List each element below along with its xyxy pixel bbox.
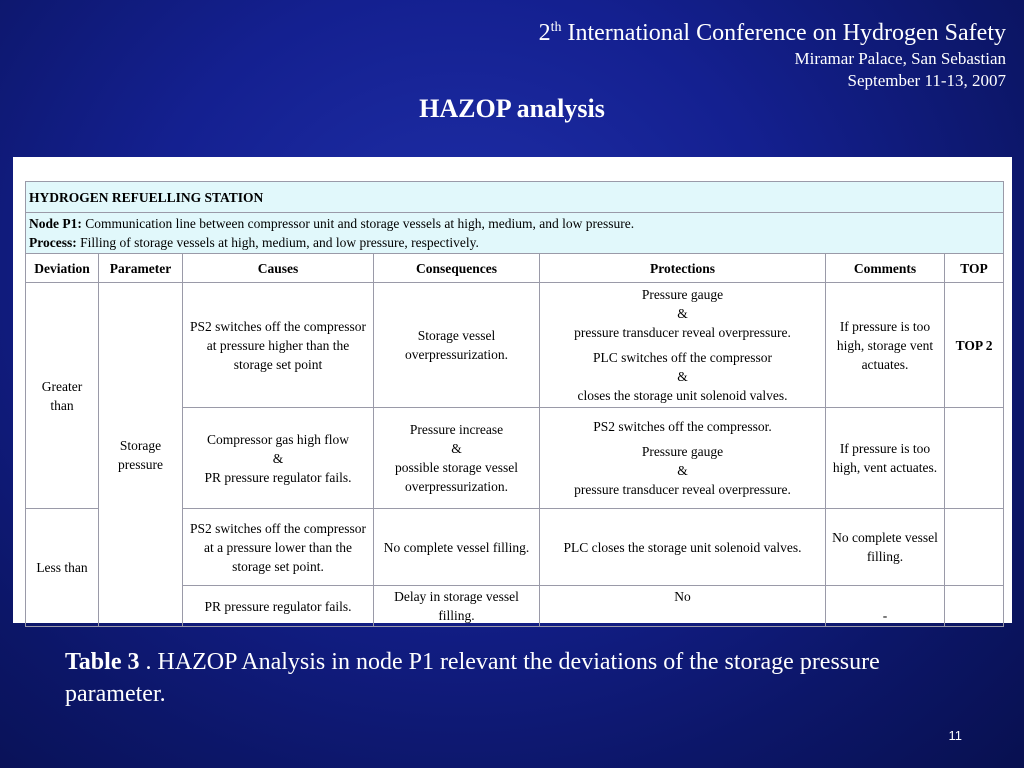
column-header-deviation: Deviation <box>26 254 99 283</box>
column-header-row <box>26 254 1004 283</box>
node-row <box>26 213 1004 254</box>
slide-title: HAZOP analysis <box>419 94 605 123</box>
protections-cell: PLC closes the storage unit solenoid valves. <box>540 509 826 586</box>
comments-cell: If pressure is too high, storage vent actuates. <box>826 283 945 408</box>
caption-label: Table 3 <box>65 649 140 675</box>
protections-cell: PS2 switches off the compressor. Pressure gauge & pressure transducer reveal overpressure. <box>540 408 826 509</box>
conference-dates: September 11-13, 2007 <box>847 71 1006 90</box>
conference-ordinal: th <box>550 20 562 35</box>
column-header-protections: Protections <box>540 254 826 283</box>
consequences-cell: Delay in storage vessel filling. <box>374 586 540 627</box>
protections-cell: Pressure gauge & pressure transducer reveal overpressure. PLC switches off the compressor & closes the storage unit solenoid valves. <box>540 283 826 408</box>
top-cell <box>945 509 1004 586</box>
deviation-less-than: Less than <box>26 509 99 627</box>
page-number: 11 <box>948 728 962 743</box>
table-panel <box>13 157 1012 623</box>
column-header-causes: Causes <box>183 254 374 283</box>
conference-title <box>539 18 1006 48</box>
top-cell <box>945 408 1004 509</box>
top-cell: TOP 2 <box>945 283 1004 408</box>
protections-cell: No <box>540 586 826 627</box>
causes-cell: PS2 switches off the compressor at pressure higher than the storage set point <box>183 283 374 408</box>
consequences-cell: No complete vessel filling. <box>374 509 540 586</box>
process-label: Process: <box>29 235 77 250</box>
parameter-storage-pressure: Storage pressure <box>99 283 183 627</box>
consequences-cell: Storage vessel overpressurization. <box>374 283 540 408</box>
caption-text: . HAZOP Analysis in node P1 relevant the deviations of the storage pressure parameter. <box>65 649 880 707</box>
column-header-comments: Comments <box>826 254 945 283</box>
table-caption <box>65 646 965 710</box>
comments-cell: If pressure is too high, vent actuates. <box>826 408 945 509</box>
causes-cell: PS2 switches off the compressor at a pressure lower than the storage set point. <box>183 509 374 586</box>
comments-cell: - <box>826 586 945 627</box>
station-title: HYDROGEN REFUELLING STATION <box>26 182 1004 213</box>
causes-cell: PR pressure regulator fails. <box>183 586 374 627</box>
table-row <box>26 283 1004 408</box>
conference-location: Miramar Palace, San Sebastian <box>794 49 1006 68</box>
column-header-top: TOP <box>945 254 1004 283</box>
comments-cell: No complete vessel filling. <box>826 509 945 586</box>
node-text: Communication line between compressor unit and storage vessels at high, medium, and low pressure. <box>81 216 635 231</box>
conference-header <box>539 18 1006 92</box>
causes-cell: Compressor gas high flow & PR pressure regulator fails. <box>183 408 374 509</box>
hazop-table <box>25 181 1004 627</box>
deviation-greater-than: Greater than <box>26 283 99 509</box>
top-cell <box>945 586 1004 627</box>
column-header-parameter: Parameter <box>99 254 183 283</box>
node-description <box>26 213 1004 254</box>
process-text: Filling of storage vessels at high, medium, and low pressure, respectively. <box>76 235 479 250</box>
node-label: Node P1: <box>29 216 82 231</box>
conference-number: 2 <box>538 20 551 46</box>
station-row <box>26 182 1004 213</box>
consequences-cell: Pressure increase & possible storage vessel overpressurization. <box>374 408 540 509</box>
column-header-consequences: Consequences <box>374 254 540 283</box>
conference-name: International Conference on Hydrogen Safety <box>561 20 1006 46</box>
